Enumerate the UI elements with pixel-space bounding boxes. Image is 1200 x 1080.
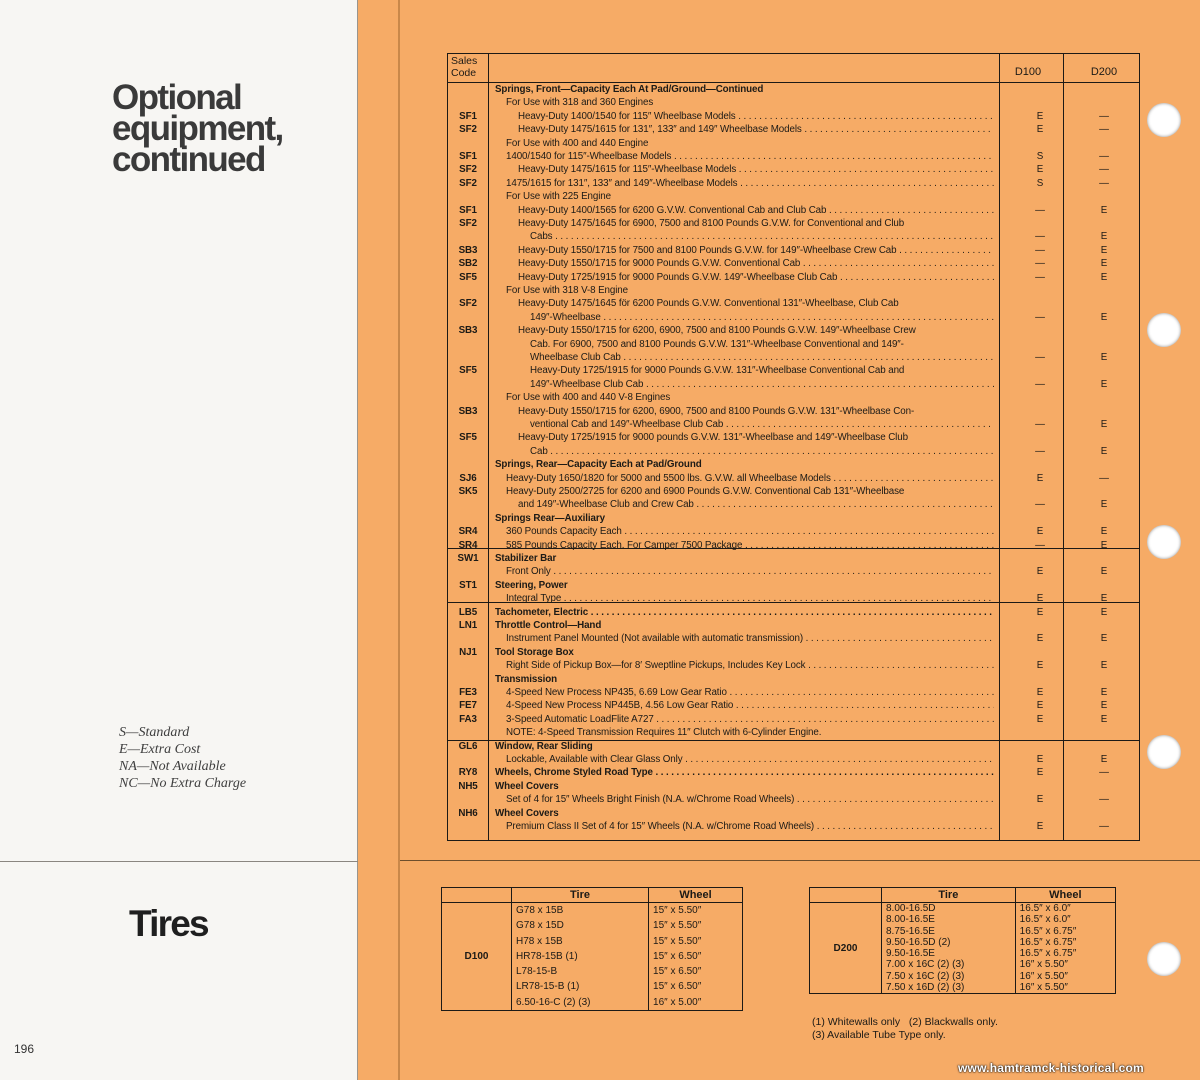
d100-availability: E	[1036, 700, 1044, 712]
legend-standard: S—Standard	[119, 725, 190, 740]
wheel-header: Wheel	[649, 888, 743, 903]
table-row	[448, 83, 1139, 96]
table-row	[448, 351, 1139, 364]
tire-size: G78 x 15D	[516, 920, 564, 932]
section-heading: Tachometer, Electric . . .	[495, 606, 994, 619]
wheel-size: 16″ x 5.50″	[1019, 959, 1068, 971]
table-row	[448, 431, 1139, 444]
option-description: and 149″-Wheelbase Club and Crew Cab . . .	[518, 498, 994, 511]
d100-availability: —	[1035, 352, 1045, 363]
option-description: Premium Class II Set of 4 for 15″ Wheels (N.A. w/Chrome Road Wheels) . . .	[506, 820, 994, 833]
table-row	[448, 163, 1139, 176]
tire-list	[512, 903, 649, 1011]
page-title	[112, 78, 352, 179]
sales-code-header-line-1: Sales	[451, 55, 478, 67]
d100-availability: E	[1036, 526, 1044, 538]
sales-code: FE7	[459, 700, 477, 712]
d200-availability: E	[1100, 687, 1108, 698]
section-heading: Window, Rear Sliding	[495, 740, 593, 752]
sales-code: SB3	[458, 325, 478, 337]
d100-availability: E	[1036, 767, 1044, 779]
table-row	[448, 766, 1139, 779]
d100-availability: E	[1036, 794, 1044, 806]
d100-availability: E	[1036, 110, 1044, 122]
wheel-size: 15″ x 6.50″	[653, 981, 702, 993]
binder-hole	[1147, 103, 1181, 137]
d200-availability: E	[1100, 499, 1108, 511]
legend-not-available: NA—Not Available	[119, 759, 226, 774]
section-heading: Springs Rear—Auxiliary	[495, 512, 605, 524]
sales-code: SK5	[458, 486, 478, 497]
table-row	[448, 110, 1139, 123]
table-row	[448, 445, 1139, 458]
legend-extra-cost: E—Extra Cost	[119, 742, 201, 757]
option-description: Heavy-Duty 1550/1715 for 6200, 6900, 7500 and 8100 Pounds G.V.W. 149″-Wheelbase Crew	[518, 325, 916, 337]
table-row	[448, 405, 1139, 418]
d200-availability: —	[1099, 177, 1109, 189]
d200-availability: E	[1100, 566, 1108, 578]
tire-size: 7.50 x 16D (2) (3)	[886, 982, 965, 994]
table-row	[448, 793, 1139, 806]
d200-availability: —	[1099, 110, 1109, 122]
d100-availability: —	[1035, 499, 1045, 511]
d100-availability: E	[1036, 821, 1044, 832]
d100-availability: —	[1035, 204, 1045, 216]
d100-availability: E	[1036, 687, 1044, 698]
d100-availability: —	[1035, 419, 1045, 430]
table-row	[448, 740, 1139, 753]
section-heading: Stabilizer Bar	[495, 553, 557, 564]
tires-heading: Tires	[129, 903, 208, 944]
d200-availability: E	[1100, 204, 1108, 216]
table-row	[448, 539, 1139, 552]
sales-code: SJ6	[459, 472, 477, 484]
table-row	[448, 244, 1139, 257]
option-description: Heavy-Duty 1475/1645 for 6900, 7500 and 8100 Pounds G.V.W. for Conventional and Club	[518, 218, 905, 229]
table-row	[448, 364, 1139, 377]
tire-header: Tire	[882, 888, 1016, 903]
section-heading: Wheel Covers	[495, 780, 559, 792]
d100-availability: E	[1036, 660, 1044, 672]
d200-availability: —	[1099, 821, 1109, 832]
d100-availability: S	[1036, 151, 1044, 162]
option-description: Right Side of Pickup Box—for 8′ Sweptline Pickups, Includes Key Lock . . .	[506, 659, 994, 672]
d100-availability: —	[1035, 258, 1045, 270]
sales-code: SF5	[459, 365, 477, 377]
d200-header: D200	[1090, 66, 1118, 78]
watermark: www.hamtramck-historical.com	[958, 1061, 1144, 1075]
tire-size: 8.00-16.5D	[886, 903, 936, 914]
table-row	[448, 525, 1139, 538]
d200-availability: E	[1100, 754, 1108, 765]
table-row	[448, 780, 1139, 793]
sales-code: SW1	[457, 553, 479, 564]
table-row	[448, 619, 1139, 632]
option-description: NOTE: 4-Speed Transmission Requires 11″ Clutch with 6-Cylinder Engine.	[506, 727, 822, 739]
section-heading: Tool Storage Box	[495, 646, 574, 658]
d100-availability: E	[1036, 713, 1044, 725]
table-row	[448, 673, 1139, 686]
tire-size: 9.50-16.5D (2)	[886, 936, 951, 948]
wheel-size: 16″ x 5.50″	[1019, 970, 1068, 982]
sales-code: ST1	[459, 579, 477, 591]
table-row	[448, 646, 1139, 659]
wheel-size: 15″ x 6.50″	[653, 950, 702, 962]
d100-availability: —	[1035, 378, 1045, 390]
d100-availability: E	[1036, 606, 1044, 618]
tire-size: 7.00 x 16C (2) (3)	[886, 959, 965, 971]
table-row	[448, 699, 1139, 712]
d100-availability: E	[1036, 472, 1044, 484]
wheel-list	[1015, 903, 1115, 994]
binder-hole	[1147, 735, 1181, 769]
wheel-list	[649, 903, 743, 1011]
option-description: 1400/1540 for 115″-Wheelbase Models . . .	[506, 150, 994, 163]
d200-availability: E	[1100, 419, 1108, 430]
option-description: Lockable, Available with Clear Glass Only . . .	[506, 753, 994, 766]
option-description: Cab . . .	[530, 445, 994, 458]
d100-availability: —	[1035, 539, 1045, 551]
sales-code: LN1	[458, 620, 478, 631]
title-line-2: equipment,	[112, 109, 283, 148]
wheel-size: 16.5″ x 6.75″	[1019, 936, 1077, 948]
wheel-size: 16.5″ x 6.75″	[1019, 948, 1077, 960]
sales-code: SF2	[459, 218, 477, 229]
d100-availability: E	[1036, 754, 1044, 765]
table-row	[448, 96, 1139, 109]
option-description: Integral Type . . .	[506, 592, 994, 605]
table-row	[448, 659, 1139, 672]
table-row	[448, 512, 1139, 525]
table-row	[448, 284, 1139, 297]
model-label: D100	[442, 903, 512, 1011]
d100-availability: E	[1036, 633, 1044, 645]
table-row	[448, 177, 1139, 190]
d100-header: D100	[1014, 66, 1042, 78]
table-row	[448, 458, 1139, 471]
d200-availability: E	[1100, 445, 1108, 457]
table-row	[448, 311, 1139, 324]
table-row	[448, 204, 1139, 217]
d200-availability: E	[1100, 311, 1108, 323]
table-row	[448, 606, 1139, 619]
d200-availability: E	[1100, 271, 1108, 283]
sales-code: SB3	[458, 244, 478, 256]
option-description: 1475/1615 for 131″, 133″ and 149″-Wheelbase Models . . .	[506, 177, 994, 190]
table-row	[448, 498, 1139, 511]
option-description: Cab. For 6900, 7500 and 8100 Pounds G.V.W. 131″-Wheelbase Conventional and 149″-	[530, 338, 904, 350]
d200-availability: E	[1100, 258, 1108, 270]
table-row	[448, 137, 1139, 150]
tire-size: HR78-15B (1)	[516, 950, 578, 962]
d200-availability: E	[1100, 606, 1108, 618]
option-description: Heavy-Duty 1475/1615 for 115″-Wheelbase Models . . .	[518, 163, 994, 176]
wheel-size: 15″ x 5.50″	[653, 935, 702, 947]
sales-code: SF5	[459, 271, 477, 283]
sales-code: SF2	[459, 164, 477, 176]
d100-availability: —	[1035, 244, 1045, 256]
tire-size: LR78-15-B (1)	[516, 981, 580, 993]
left-page	[0, 0, 358, 1080]
table-row	[448, 686, 1139, 699]
divider	[0, 861, 358, 862]
sales-code: SF5	[459, 432, 477, 444]
sales-code: SB2	[458, 258, 478, 270]
section-heading: Springs, Front—Capacity Each At Pad/Ground—Continued	[495, 84, 764, 95]
option-description: 3-Speed Automatic LoadFlite A727 . . .	[506, 713, 994, 726]
option-description: ventional Cab and 149″-Wheelbase Club Cab . . .	[530, 418, 994, 431]
binder-hole	[1147, 525, 1181, 559]
d200-availability: —	[1099, 164, 1109, 176]
sales-code-header-line-2: Code	[451, 67, 477, 79]
d100-availability: —	[1035, 271, 1045, 283]
option-description: Heavy-Duty 1650/1820 for 5000 and 5500 lbs. G.V.W. all Wheelbase Models . . .	[506, 472, 994, 485]
legend	[119, 724, 246, 792]
option-description: Cabs . . .	[530, 230, 994, 243]
table-row	[448, 150, 1139, 163]
option-description: Heavy-Duty 1550/1715 for 9000 Pounds G.V.W. Conventional Cab . . .	[518, 257, 994, 270]
wheel-size: 16.5″ x 6.75″	[1019, 925, 1077, 937]
option-description: For Use with 318 and 360 Engines	[506, 97, 654, 109]
model-label: D200	[810, 903, 882, 994]
blank-header	[442, 888, 512, 903]
wheel-size: 15″ x 5.50″	[653, 920, 702, 932]
equipment-table	[447, 53, 1140, 841]
sales-code: SF2	[459, 124, 477, 136]
table-row	[448, 324, 1139, 337]
table-row	[448, 257, 1139, 270]
d100-availability: E	[1036, 124, 1044, 136]
table-row	[448, 230, 1139, 243]
title-line-1: Optional	[112, 78, 242, 117]
binder-hole	[1147, 942, 1181, 976]
option-description: Heavy-Duty 1400/1540 for 115″ Wheelbase Models . . .	[518, 110, 994, 123]
sales-code: SF1	[459, 204, 477, 216]
option-description: For Use with 225 Engine	[506, 191, 611, 203]
table-row	[448, 713, 1139, 726]
blank-header	[810, 888, 882, 903]
tire-header: Tire	[512, 888, 649, 903]
sales-code: NH6	[458, 807, 478, 819]
d200-availability: E	[1100, 526, 1108, 538]
sales-code: GL6	[458, 740, 478, 752]
d200-availability: —	[1099, 767, 1109, 779]
tire-size: 6.50-16-C (2) (3)	[516, 996, 591, 1008]
d200-availability: E	[1100, 593, 1108, 605]
section-heading: Transmission	[495, 673, 557, 685]
table-row	[448, 807, 1139, 820]
sales-code: SB3	[458, 405, 478, 417]
sales-code: SF2	[459, 177, 477, 189]
d100-availability: —	[1035, 231, 1045, 243]
option-description: 149″-Wheelbase . . .	[530, 311, 994, 324]
table-row	[448, 123, 1139, 136]
tire-size: 8.75-16.5E	[886, 925, 935, 937]
sales-code-header	[451, 55, 477, 79]
option-description: Heavy-Duty 2500/2725 for 6200 and 6900 Pounds G.V.W. Conventional Cab 131″-Wheelbase	[506, 486, 905, 497]
legend-no-extra-charge: NC—No Extra Charge	[119, 776, 247, 791]
tire-size: 8.00-16.5E	[886, 914, 935, 926]
option-description: Heavy-Duty 1550/1715 for 7500 and 8100 Pounds G.V.W. for 149″-Wheelbase Crew Cab . . .	[518, 244, 994, 257]
section-separator	[400, 860, 1200, 861]
sales-code: FA3	[459, 713, 477, 725]
table-row	[448, 592, 1139, 605]
d200-availability: E	[1100, 378, 1108, 390]
option-description: Heavy-Duty 1475/1615 for 131″, 133″ and 149″ Wheelbase Models . . .	[518, 123, 994, 136]
table-row	[448, 552, 1139, 565]
page-number: 196	[14, 1042, 35, 1056]
d200-availability: E	[1100, 244, 1108, 256]
section-heading: Wheel Covers	[495, 807, 559, 819]
d200-availability: —	[1099, 151, 1109, 162]
tire-size: 9.50-16.5E	[886, 948, 935, 960]
sales-code: SF1	[459, 151, 477, 162]
tire-table-d100	[441, 887, 743, 1011]
title-line-3: continued	[112, 140, 265, 179]
option-description: Instrument Panel Mounted (Not available with automatic transmission) . . .	[506, 632, 994, 645]
option-description: For Use with 400 and 440 V-8 Engines	[506, 392, 671, 404]
tire-size: L78-15-B	[516, 966, 558, 978]
wheel-size: 15″ x 5.50″	[653, 905, 702, 916]
d100-availability: E	[1036, 593, 1044, 605]
option-description: Set of 4 for 15″ Wheels Bright Finish (N.A. w/Chrome Road Wheels) . . .	[506, 793, 994, 806]
d100-availability: E	[1036, 164, 1044, 176]
option-description: Front Only . . .	[506, 565, 994, 578]
sales-code: LB5	[458, 606, 478, 618]
sales-code: SF1	[459, 110, 477, 122]
table-row	[448, 472, 1139, 485]
table-row	[448, 217, 1139, 230]
d200-availability: —	[1099, 124, 1109, 136]
table-row	[448, 753, 1139, 766]
d200-availability: E	[1100, 231, 1108, 243]
tire-size: G78 x 15B	[516, 905, 564, 916]
d200-availability: E	[1100, 700, 1108, 712]
wheel-size: 16.5″ x 6.0″	[1019, 903, 1071, 914]
section-heading: Steering, Power	[495, 579, 568, 591]
option-description: Heavy-Duty 1475/1645 för 6200 Pounds G.V.W. Conventional 131″-Wheelbase, Club Cab	[518, 298, 899, 310]
option-description: For Use with 318 V-8 Engine	[506, 285, 629, 296]
section-heading: Throttle Control—Hand	[495, 620, 602, 631]
tire-size: 7.50 x 16C (2) (3)	[886, 970, 965, 982]
tire-table-d200	[809, 887, 1116, 994]
table-row	[448, 632, 1139, 645]
tire-list	[882, 903, 1016, 994]
sales-code: SR4	[458, 526, 478, 538]
option-description: Heavy-Duty 1725/1915 for 9000 Pounds G.V.W. 149″-Wheelbase Club Cab . . .	[518, 271, 994, 284]
tire-size: H78 x 15B	[516, 935, 563, 947]
table-row	[448, 726, 1139, 739]
d200-availability: E	[1100, 633, 1108, 645]
footnote: (3) Available Tube Type only.	[812, 1029, 946, 1041]
option-description: Heavy-Duty 1400/1565 for 6200 G.V.W. Conventional Cab and Club Cab . . .	[518, 204, 994, 217]
wheel-size: 16″ x 5.00″	[653, 996, 702, 1008]
d200-availability: E	[1100, 352, 1108, 363]
section-heading: Springs, Rear—Capacity Each at Pad/Ground	[495, 459, 702, 471]
footnote: (1) Whitewalls only (2) Blackwalls only.	[812, 1016, 998, 1028]
wheel-size: 15″ x 6.50″	[653, 966, 702, 978]
sales-code: SF2	[459, 298, 477, 310]
binder-hole	[1147, 313, 1181, 347]
option-description: Wheelbase Club Cab . . .	[530, 351, 994, 364]
table-row	[448, 418, 1139, 431]
table-row	[448, 271, 1139, 284]
option-description: 149″-Wheelbase Club Cab . . .	[530, 378, 994, 391]
d100-availability: E	[1036, 566, 1044, 578]
option-description: 360 Pounds Capacity Each . . .	[506, 525, 994, 538]
d100-availability: S	[1036, 177, 1044, 189]
option-description: 4-Speed New Process NP445B, 4.56 Low Gear Ratio . . .	[506, 699, 994, 712]
d200-availability: E	[1100, 660, 1108, 672]
sales-code: NH5	[458, 780, 478, 792]
wheel-header: Wheel	[1015, 888, 1115, 903]
option-description: Heavy-Duty 1725/1915 for 9000 pounds G.V.W. 131″-Wheelbase and 149″-Wheelbase Club	[518, 432, 908, 444]
option-description: 4-Speed New Process NP435, 6.69 Low Gear Ratio . . .	[506, 686, 994, 699]
d200-availability: E	[1100, 539, 1108, 551]
d100-availability: —	[1035, 311, 1045, 323]
table-row	[448, 820, 1139, 833]
section-heading: Wheels, Chrome Styled Road Type . . .	[495, 766, 994, 779]
option-description: Heavy-Duty 1725/1915 for 9000 Pounds G.V.W. 131″-Wheelbase Conventional Cab and	[530, 365, 905, 377]
d200-availability: —	[1099, 794, 1109, 806]
option-description: 585 Pounds Capacity Each. For Camper 7500 Package . . .	[506, 539, 994, 552]
sales-code: NJ1	[459, 646, 477, 658]
table-row	[448, 338, 1139, 351]
table-row	[448, 391, 1139, 404]
wheel-size: 16.5″ x 6.0″	[1019, 914, 1071, 926]
table-row	[448, 579, 1139, 592]
table-row	[448, 297, 1139, 310]
table-row	[448, 190, 1139, 203]
table-row	[448, 378, 1139, 391]
table-row	[448, 485, 1139, 498]
page-edge	[398, 0, 400, 1080]
d200-availability: —	[1099, 472, 1109, 484]
d200-availability: E	[1100, 713, 1108, 725]
sales-code: SR4	[458, 539, 478, 551]
sales-code: RY8	[458, 767, 478, 779]
wheel-size: 16″ x 5.50″	[1019, 982, 1068, 994]
sales-code: FE3	[459, 687, 477, 698]
tire-footnotes	[812, 1016, 998, 1042]
option-description: For Use with 400 and 440 Engine	[506, 137, 649, 149]
option-description: Heavy-Duty 1550/1715 for 6200, 6900, 7500 and 8100 Pounds G.V.W. 131″-Wheelbase Con-	[518, 405, 915, 417]
d100-availability: —	[1035, 445, 1045, 457]
table-row	[448, 565, 1139, 578]
